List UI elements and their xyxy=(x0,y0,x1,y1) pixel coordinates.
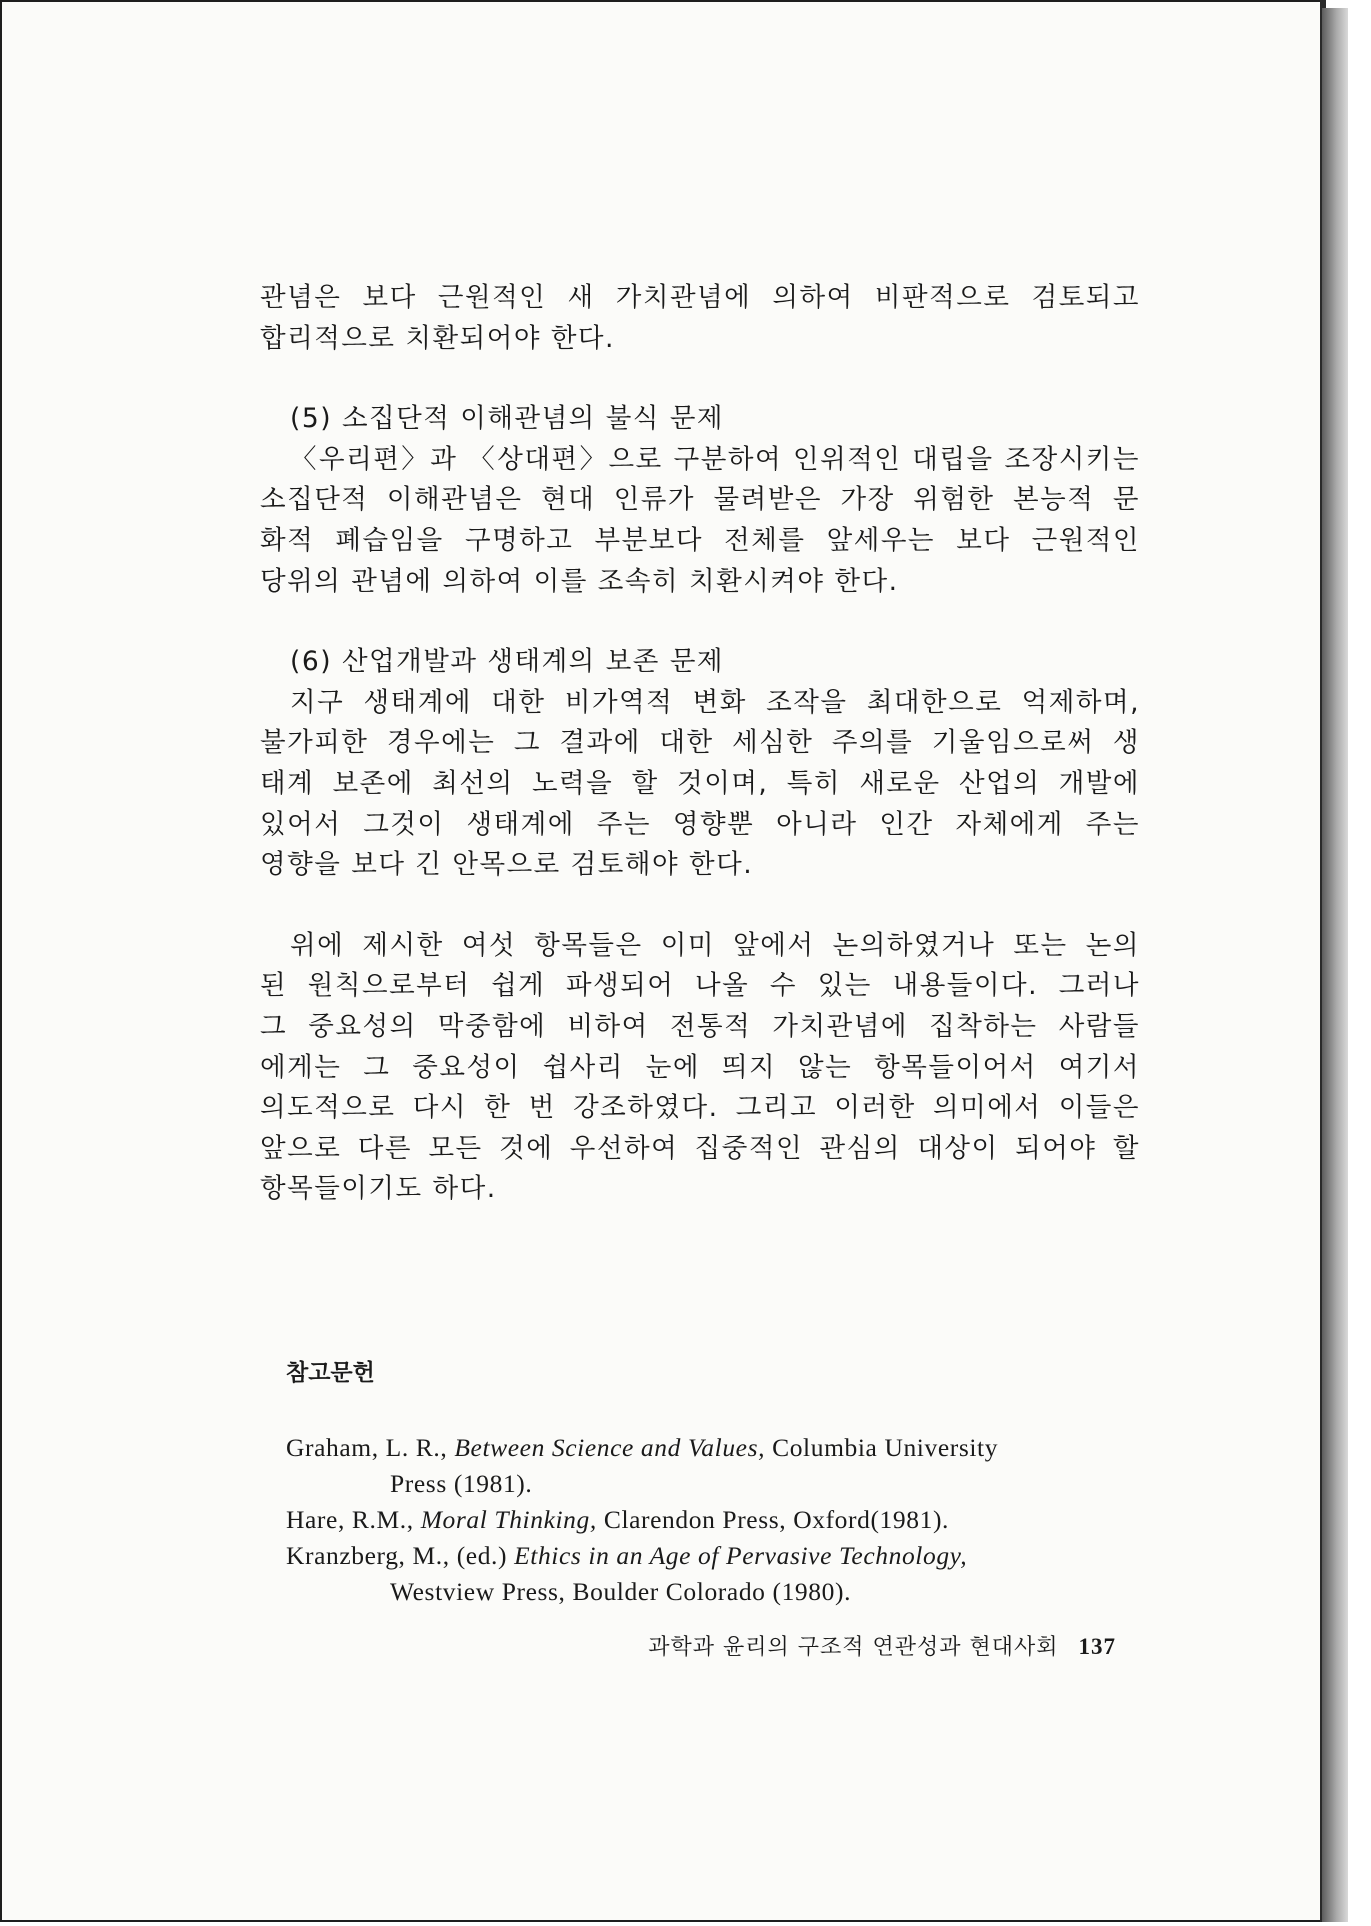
text-line: 앞으로 다른 모든 것에 우선하여 집중적인 관심의 대상이 되어야 할 xyxy=(260,1132,1140,1164)
text-line: 소집단적 이해관념은 현대 인류가 물려받은 가장 위험한 본능적 문 xyxy=(260,484,1140,516)
section-6-heading: (6) 산업개발과 생태계의 보존 문제 xyxy=(290,646,725,678)
reference-item xyxy=(286,1502,1126,1538)
section-5-heading: (5) 소집단적 이해관념의 불식 문제 xyxy=(290,403,725,435)
text-line: 항목들이기도 하다. xyxy=(260,1173,497,1205)
reference-title: Between Science and Values, xyxy=(454,1433,766,1462)
page-footer xyxy=(582,1630,1116,1661)
reference-continuation: Press (1981). xyxy=(390,1469,533,1498)
references-list xyxy=(286,1430,1126,1610)
text-line: 그 중요성의 막중함에 비하여 전통적 가치관념에 집착하는 사람들 xyxy=(260,1010,1140,1042)
text-line: 된 원칙으로부터 쉽게 파생되어 나올 수 있는 내용들이다. 그러나 xyxy=(260,970,1140,1002)
reference-title: Ethics in an Age of Pervasive Technology, xyxy=(514,1541,968,1570)
reference-item xyxy=(286,1538,1126,1610)
text-line: 에게는 그 중요성이 쉽사리 눈에 띄지 않는 항목들이어서 여기서 xyxy=(260,1051,1140,1083)
reference-author: Hare, R.M., xyxy=(286,1505,421,1534)
text-line: 있어서 그것이 생태계에 주는 영향뿐 아니라 인간 자체에게 주는 xyxy=(260,808,1140,840)
text-line: 불가피한 경우에는 그 결과에 대한 세심한 주의를 기울임으로써 생 xyxy=(260,727,1140,759)
text-line: 화적 폐습임을 구명하고 부분보다 전체를 앞세우는 보다 근원적인 xyxy=(260,524,1140,556)
text-line: 합리적으로 치환되어야 한다. xyxy=(260,322,615,354)
text-line: 영향을 보다 긴 안목으로 검토해야 한다. xyxy=(260,849,754,881)
intro-paragraph xyxy=(260,278,1140,359)
text-line: 〈우리편〉과 〈상대편〉으로 구분하여 인위적인 대립을 조장시키는 xyxy=(290,443,1140,475)
conclusion-paragraph xyxy=(260,926,1140,1210)
reference-author: Kranzberg, M., (ed.) xyxy=(286,1541,515,1570)
reference-publisher: Columbia University xyxy=(765,1433,999,1462)
text-line: 태계 보존에 최선의 노력을 할 것이며, 특히 새로운 산업의 개발에 xyxy=(260,767,1140,799)
text-line: 의도적으로 다시 한 번 강조하였다. 그리고 이러한 의미에서 이들은 xyxy=(260,1092,1140,1124)
reference-item xyxy=(286,1430,1126,1502)
text-line: 위에 제시한 여섯 항목들은 이미 앞에서 논의하였거나 또는 논의 xyxy=(290,929,1140,961)
references-title: 참고문헌 xyxy=(286,1360,375,1386)
page-edge-shadow xyxy=(1322,8,1348,1922)
reference-continuation: Westview Press, Boulder Colorado (1980). xyxy=(390,1577,852,1606)
body-text xyxy=(260,278,1140,1210)
reference-author: Graham, L. R., xyxy=(286,1433,455,1462)
text-line: 지구 생태계에 대한 비가역적 변화 조작을 최대한으로 억제하며, xyxy=(290,686,1140,718)
page-number: 137 xyxy=(1078,1634,1116,1659)
section-5-paragraph xyxy=(260,440,1140,602)
reference-publisher: Clarendon Press, Oxford(1981). xyxy=(596,1505,950,1534)
reference-title: Moral Thinking, xyxy=(420,1505,597,1534)
text-line: 관념은 보다 근원적인 새 가치관념에 의하여 비판적으로 검토되고 xyxy=(260,282,1140,313)
text-line: 당위의 관념에 의하여 이를 조속히 치환시켜야 한다. xyxy=(260,565,899,597)
running-title: 과학과 윤리의 구조적 연관성과 현대사회 xyxy=(648,1635,1059,1660)
section-6-paragraph xyxy=(260,683,1140,886)
